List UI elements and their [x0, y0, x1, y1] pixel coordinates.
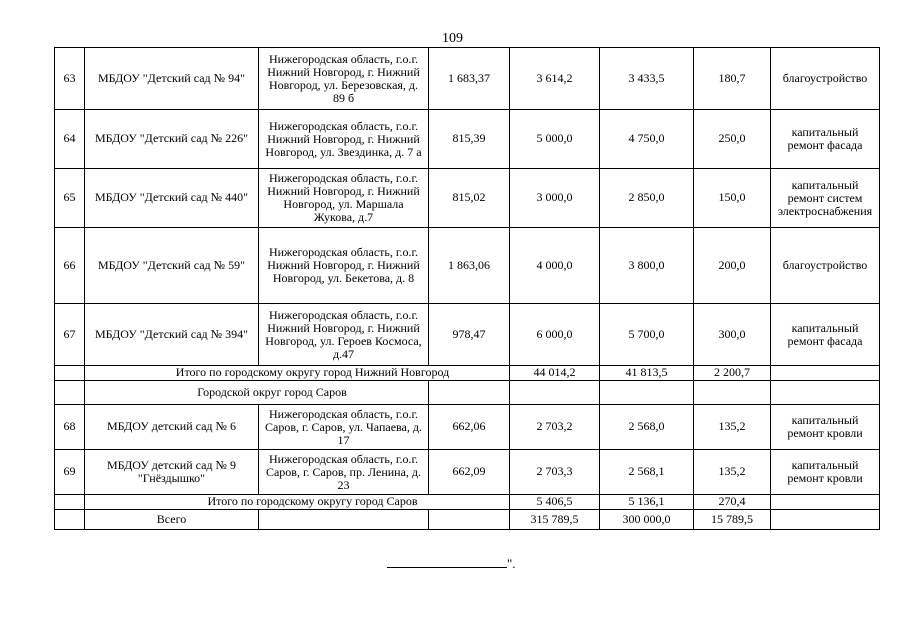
empty-cell: [771, 366, 880, 381]
table-row: [55, 169, 880, 228]
total-cost: 2 703,3: [510, 450, 600, 495]
table-row: [55, 450, 880, 495]
address: Нижегородская область, г.о.г. Саров, г. Саров, пр. Ленина, д. 23: [259, 450, 429, 495]
subtotal-row: [55, 495, 880, 510]
row-number: 67: [55, 304, 85, 366]
closing-mark: [387, 555, 516, 572]
subtotal-subsidy: 41 813,5: [600, 366, 694, 381]
area-value: 815,39: [429, 110, 510, 169]
work-type: благоустройство: [771, 228, 880, 304]
area-value: 662,09: [429, 450, 510, 495]
subsidy-amount: 2 568,1: [600, 450, 694, 495]
total-cost: 3 614,2: [510, 48, 600, 110]
work-type: капитальный ремонт кровли: [771, 450, 880, 495]
subsidy-amount: 2 850,0: [600, 169, 694, 228]
work-type: капитальный ремонт кровли: [771, 405, 880, 450]
address: Нижегородская область, г.о.г. Нижний Новгород, г. Нижний Новгород, ул. Звездинка, д. 7 а: [259, 110, 429, 169]
empty-cell: [55, 366, 85, 381]
closing-quote: ".: [507, 556, 516, 571]
work-type: благоустройство: [771, 48, 880, 110]
institution-name: МБДОУ "Детский сад № 59": [85, 228, 259, 304]
cofinancing-amount: 300,0: [694, 304, 771, 366]
work-type: капитальный ремонт систем электроснабжения: [771, 169, 880, 228]
section-title: Городской округ город Саров: [85, 381, 429, 405]
institution-name: МБДОУ "Детский сад № 394": [85, 304, 259, 366]
subsidy-amount: 5 700,0: [600, 304, 694, 366]
objects-table: [54, 47, 880, 530]
institution-name: МБДОУ детский сад № 6: [85, 405, 259, 450]
row-number: 64: [55, 110, 85, 169]
subtotal-label: Итого по городскому округу город Саров: [85, 495, 510, 510]
address: Нижегородская область, г.о.г. Нижний Новгород, г. Нижний Новгород, ул. Бекетова, д. 8: [259, 228, 429, 304]
table-row: [55, 110, 880, 169]
table-row: [55, 48, 880, 110]
grand-total-label: Всего: [85, 510, 259, 530]
subsidy-amount: 3 800,0: [600, 228, 694, 304]
institution-name: МБДОУ "Детский сад № 440": [85, 169, 259, 228]
subsidy-amount: 3 433,5: [600, 48, 694, 110]
row-number: 65: [55, 169, 85, 228]
area-value: 815,02: [429, 169, 510, 228]
empty-cell: [600, 381, 694, 405]
row-number: 69: [55, 450, 85, 495]
institution-name: МБДОУ "Детский сад № 226": [85, 110, 259, 169]
subtotal-total-cost: 5 406,5: [510, 495, 600, 510]
grand-total-row: [55, 510, 880, 530]
cofinancing-amount: 150,0: [694, 169, 771, 228]
row-number: 66: [55, 228, 85, 304]
subtotal-cofinancing: 2 200,7: [694, 366, 771, 381]
subsidy-amount: 4 750,0: [600, 110, 694, 169]
empty-cell: [55, 495, 85, 510]
total-cost: 3 000,0: [510, 169, 600, 228]
empty-cell: [771, 510, 880, 530]
page-number: 109: [442, 31, 463, 46]
empty-cell: [510, 381, 600, 405]
total-cost: 5 000,0: [510, 110, 600, 169]
area-value: 978,47: [429, 304, 510, 366]
work-type: капитальный ремонт фасада: [771, 304, 880, 366]
area-value: 662,06: [429, 405, 510, 450]
area-value: 1 683,37: [429, 48, 510, 110]
empty-cell: [429, 510, 510, 530]
empty-cell: [771, 381, 880, 405]
cofinancing-amount: 135,2: [694, 405, 771, 450]
row-number: 68: [55, 405, 85, 450]
total-cost: 2 703,2: [510, 405, 600, 450]
institution-name: МБДОУ "Детский сад № 94": [85, 48, 259, 110]
table-row: [55, 405, 880, 450]
grand-total-cofinancing: 15 789,5: [694, 510, 771, 530]
subtotal-total-cost: 44 014,2: [510, 366, 600, 381]
cofinancing-amount: 250,0: [694, 110, 771, 169]
cofinancing-amount: 200,0: [694, 228, 771, 304]
address: Нижегородская область, г.о.г. Нижний Новгород, г. Нижний Новгород, ул. Героев Космоса, д.47: [259, 304, 429, 366]
empty-cell: [771, 495, 880, 510]
subsidy-amount: 2 568,0: [600, 405, 694, 450]
section-header-row: [55, 381, 880, 405]
empty-cell: [694, 381, 771, 405]
row-number: 63: [55, 48, 85, 110]
cofinancing-amount: 135,2: [694, 450, 771, 495]
total-cost: 4 000,0: [510, 228, 600, 304]
empty-cell: [55, 381, 85, 405]
empty-cell: [55, 510, 85, 530]
empty-cell: [429, 381, 510, 405]
institution-name: МБДОУ детский сад № 9 "Гнёздышко": [85, 450, 259, 495]
work-type: капитальный ремонт фасада: [771, 110, 880, 169]
subtotal-row: [55, 366, 880, 381]
signature-line: [387, 555, 507, 568]
total-cost: 6 000,0: [510, 304, 600, 366]
empty-cell: [259, 510, 429, 530]
subtotal-cofinancing: 270,4: [694, 495, 771, 510]
address: Нижегородская область, г.о.г. Саров, г. Саров, ул. Чапаева, д. 17: [259, 405, 429, 450]
address: Нижегородская область, г.о.г. Нижний Новгород, г. Нижний Новгород, ул. Березовская, д. 89 б: [259, 48, 429, 110]
subtotal-label: Итого по городскому округу город Нижний Новгород: [85, 366, 510, 381]
address: Нижегородская область, г.о.г. Нижний Новгород, г. Нижний Новгород, ул. Маршала Жукова, д.7: [259, 169, 429, 228]
subtotal-subsidy: 5 136,1: [600, 495, 694, 510]
table-row: [55, 228, 880, 304]
cofinancing-amount: 180,7: [694, 48, 771, 110]
grand-total-subsidy: 300 000,0: [600, 510, 694, 530]
area-value: 1 863,06: [429, 228, 510, 304]
table-row: [55, 304, 880, 366]
grand-total-cost: 315 789,5: [510, 510, 600, 530]
